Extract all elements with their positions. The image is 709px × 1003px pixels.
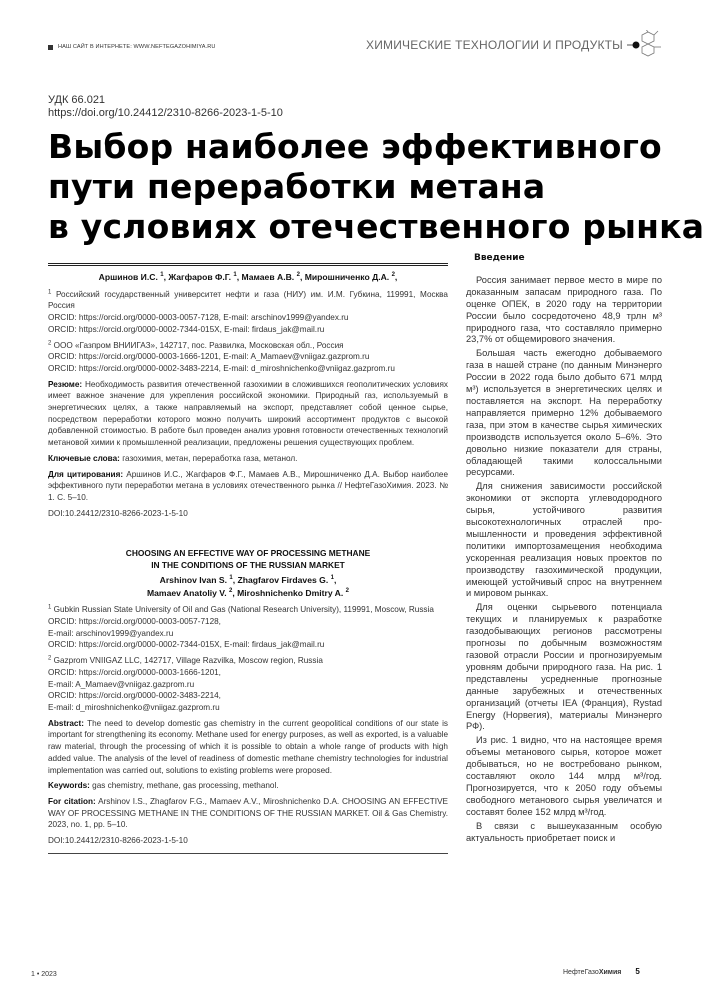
orcid-email[interactable]: ORCID: https://orcid.org/0000-0002-7344-015X, E-mail: firdaus_jak@mail.ru	[48, 640, 325, 650]
journal-footer	[563, 967, 640, 976]
orcid-email[interactable]: ORCID: https://orcid.org/0000-0002-7344-015X, E-mail: firdaus_jak@mail.ru	[48, 324, 325, 334]
author-name: Zhagfarov Firdaves G.	[237, 575, 329, 586]
keywords-text: газохимия, метан, переработка газа, метанол.	[122, 453, 298, 463]
udk-code: УДК 66.021	[48, 94, 106, 106]
author-name: Arshinov Ivan S.	[159, 575, 227, 586]
orcid-link[interactable]: ORCID: https://orcid.org/0000-0003-1666-1201,	[48, 667, 221, 677]
body-paragraph: Большая часть ежегодно добываемого газа в нашей стране (по данным Минэнерго России в 2022 года было добыто 671 млрд м³) используется в энергетических целях и поставляется на экспорт. На переработку направляется примерно 12% добываемого газа, при этом в качестве сырья химических производств используется около 5–6%. Это довольно низкие показатели для страны, обладающей такими колоссальными ресурсами.	[466, 348, 662, 478]
affiliation-text: ООО «Газпром ВНИИГАЗ», 142717, пос. Развилка, Московская обл., Россия	[53, 340, 344, 350]
email-link[interactable]: E-mail: A_Mamaev@vniigaz.gazprom.ru	[48, 679, 195, 689]
section-heading: Введение	[474, 253, 525, 263]
orcid-email[interactable]: ORCID: https://orcid.org/0000-0003-1666-1201, E-mail: A_Mamaev@vniigaz.gazprom.ru	[48, 352, 370, 362]
email-link[interactable]: E-mail: d_miroshnichenko@vniigaz.gazprom.ru	[48, 702, 220, 712]
affiliation-marker: 1	[229, 575, 233, 582]
affiliation-marker: 2	[391, 272, 395, 279]
author-name: Mamaev Anatoliy V.	[146, 587, 227, 598]
page-number: 5	[635, 967, 640, 976]
body-paragraph: Для снижения зависимости российской экономики от экспорта углеводородного сырья, устойчивого развития высокотехнологичных отраслей промышленности и проведения эффективной политики импортозамещения необходима ускоренная реализация новых проектов по производству газохимической продукции, имеющей устойчивый спрос на внутреннем и мировом рынках.	[466, 481, 662, 599]
affiliation-text: Российский государственный университет нефти и газа (НИУ) им. И.М. Губкина, 119991, Москва Россия	[48, 289, 448, 311]
affiliation-number: 1	[48, 604, 52, 611]
en-authors: Arshinov Ivan S. $^1$, Zhagfarov Firdaves G. $^1$, Mamaev Anatoliy V. $^2$, Miroshnichenko Dmitry A. $^2$	[146, 575, 350, 598]
body-paragraph: Для оценки сырьевого потенциала текущих и планируемых к разработке газодобывающих регионов рассмотрены прогнозы по добычным возможностям газовой отрасли России и прогнозируемым уровням добычи природного газа. На рис. 1 представлены усредненные прогнозные данные зарубежных и отечественных организаций (отчеты IEA (Франция), Rystad Energy (Норвегия), материалы Минэнерго РФ).	[466, 602, 662, 732]
author-name: Мамаев А.В.	[241, 272, 295, 282]
affiliation-marker: 1	[160, 272, 164, 279]
affiliation-marker: 2	[296, 272, 300, 279]
title-line: в условиях отечественного рынка	[48, 207, 705, 246]
citation-text: Arshinov I.S., Zhagfarov F.G., Mamaev A.V., Miroshnichenko D.A. CHOOSING AN EFFECTIVE WAY OF PROCESSING METHANE IN THE CONDITIONS OF THE RUSSIAN MARKET. Oil & Gas Chemistry. 2023, no. 1, pp. 5–10.	[48, 796, 448, 830]
journal-name-bold: Химия	[598, 969, 622, 976]
en-keywords	[48, 780, 448, 792]
body-paragraph: Из рис. 1 видно, что на настоящее время объемы метанового сырья, которое может добываться, но не востребовано рынком, составляют около 144 млрд м³/год. Прогнозируется, что к 2050 году объемы свободного метанового сырья увеличатся и составят более 152 млрд м³/год.	[466, 735, 662, 817]
section-rubric: ХИМИЧЕСКИЕ ТЕХНОЛОГИИ И ПРОДУКТЫ	[366, 38, 623, 52]
orcid-link[interactable]: ORCID: https://orcid.org/0000-0002-3483-2214,	[48, 691, 221, 701]
title-line: пути переработки метана	[48, 167, 546, 206]
molecule-icon	[625, 30, 667, 60]
affiliation-number: 2	[48, 655, 52, 662]
affiliation-number: 2	[48, 339, 52, 346]
author-name: Miroshnichenko Dmitry A.	[237, 587, 344, 598]
introduction-column	[466, 253, 662, 847]
orcid-email[interactable]: ORCID: https://orcid.org/0000-0003-0057-7128, E-mail: arschinov1999@yandex.ru	[48, 313, 349, 323]
author-name: Жагфаров Ф.Г.	[168, 272, 231, 282]
abstract-label: Abstract:	[48, 718, 84, 728]
doi-link[interactable]: https://doi.org/10.24412/2310-8266-2023-1-5-10	[48, 107, 283, 119]
title-line: Выбор наиболее эффективного	[48, 127, 662, 166]
orcid-link[interactable]: ORCID: https://orcid.org/0000-0003-0057-7128,	[48, 617, 221, 627]
email-link[interactable]: E-mail: arschinov1999@yandex.ru	[48, 628, 174, 638]
square-bullet-icon	[48, 45, 53, 50]
double-rule-divider	[48, 263, 448, 266]
en-affiliation-2	[48, 655, 448, 714]
abstract-text: The need to develop domestic gas chemistry in the current geopolitical conditions of our state is important for strengthening its economy. Methane used for energy purposes, as well as exported, is a valuable raw material, through the processing of which it is possible to obtain a whole range of products with high added value. The analysis of the level of readiness of domestic methane chemistry technologies for industrial implementation was carried out, solutions to existing problems were proposed.	[48, 718, 448, 775]
abstract-column	[48, 263, 448, 854]
en-abstract	[48, 718, 448, 777]
en-citation	[48, 796, 448, 831]
citation-label: Для цитирования:	[48, 469, 124, 479]
affiliation-marker: 1	[330, 575, 334, 582]
body-paragraph: В связи с вышеуказанным особую актуальность приобретает поиск и	[466, 820, 662, 843]
article-title	[48, 127, 704, 247]
ru-affiliation-1	[48, 289, 448, 336]
en-title	[48, 547, 448, 571]
site-link-label	[48, 44, 216, 50]
keywords-label: Keywords:	[48, 781, 90, 791]
author-name: Аршинов И.С.	[98, 272, 158, 282]
ru-citation	[48, 469, 448, 504]
en-title-line: IN THE CONDITIONS OF THE RUSSIAN MARKET	[151, 560, 345, 571]
affiliation-marker: 2	[345, 588, 350, 594]
affiliation-text: Gazprom VNIIGAZ LLC, 142717, Village Razvilka, Moscow region, Russia	[53, 656, 323, 666]
issue-label: 1 • 2023	[31, 971, 57, 978]
affiliation-text: Gubkin Russian State University of Oil and Gas (National Research University), 119991, Moscow, Russia	[53, 605, 434, 615]
en-doi[interactable]: DOI:10.24412/2310-8266-2023-1-5-10	[48, 836, 188, 846]
affiliation-number: 1	[48, 288, 52, 295]
abstract-text: Необходимость развития отечественной газохимии в сложившихся геополитических условиях имеет важное значение для укрепления российской экономики. Природный газ, используемый в энергетических целях, а также направляемый на экспорт, представляет собой ценное сырье, посредством переработки которого можно получить широкий ассортимент продуктов с высокой добавленной стоимостью. В работе был проведен анализ уровня готовности отечественных технологий метановой химии к промышленной реализации, предложены решения существующих проблем.	[48, 379, 448, 448]
article-identifiers	[48, 94, 283, 120]
ru-doi[interactable]: DOI:10.24412/2310-8266-2023-1-5-10	[48, 508, 188, 518]
abstract-label: Резюме:	[48, 379, 83, 389]
keywords-label: Ключевые слова:	[48, 453, 120, 463]
site-url[interactable]: НАШ САЙТ В ИНТЕРНЕТЕ: WWW.NEFTEGAZOHIMIYA.RU	[58, 44, 216, 50]
en-affiliation-1	[48, 604, 448, 651]
orcid-email[interactable]: ORCID: https://orcid.org/0000-0002-3483-2214, E-mail: d_miroshnichenko@vniigaz.gazprom.ru	[48, 363, 395, 373]
body-paragraph: Россия занимает первое место в мире по доказанным запасам природного газа. По оценке ОПЕК, в 2020 году на территории России было сосредоточено 48,9 трлн м³ природного газа, что составляло примерно 23,7% от общемирового значения.	[466, 274, 662, 345]
citation-label: For citation:	[48, 796, 96, 806]
ru-keywords	[48, 453, 448, 465]
affiliation-marker: 2	[228, 588, 233, 594]
ru-affiliation-2	[48, 340, 448, 375]
bottom-rule-divider	[48, 853, 448, 854]
author-name: Мирошниченко Д.А.	[304, 272, 390, 282]
keywords-text: gas chemistry, methane, gas processing, methanol.	[92, 781, 279, 791]
en-title-line: CHOOSING AN EFFECTIVE WAY OF PROCESSING METHANE	[125, 548, 371, 559]
ru-abstract	[48, 379, 448, 449]
journal-name-plain: НефтеГазо	[563, 969, 599, 976]
header-rubric-group	[366, 30, 667, 60]
citation-text: Аршинов И.С., Жагфаров Ф.Г., Мамаев А.В., Мирошниченко Д.А. Выбор наиболее эффективного пути переработки метана в условиях отечественного рынка // НефтеГазоХимия. 2023. № 1. С. 5–10.	[48, 469, 448, 502]
ru-authors: Аршинов И.С. $^1$, Жагфаров Ф.Г. $^1$, Мамаев А.В. $^2$, Мирошниченко Д.А. $^2$,	[98, 272, 398, 282]
affiliation-marker: 1	[233, 272, 237, 279]
